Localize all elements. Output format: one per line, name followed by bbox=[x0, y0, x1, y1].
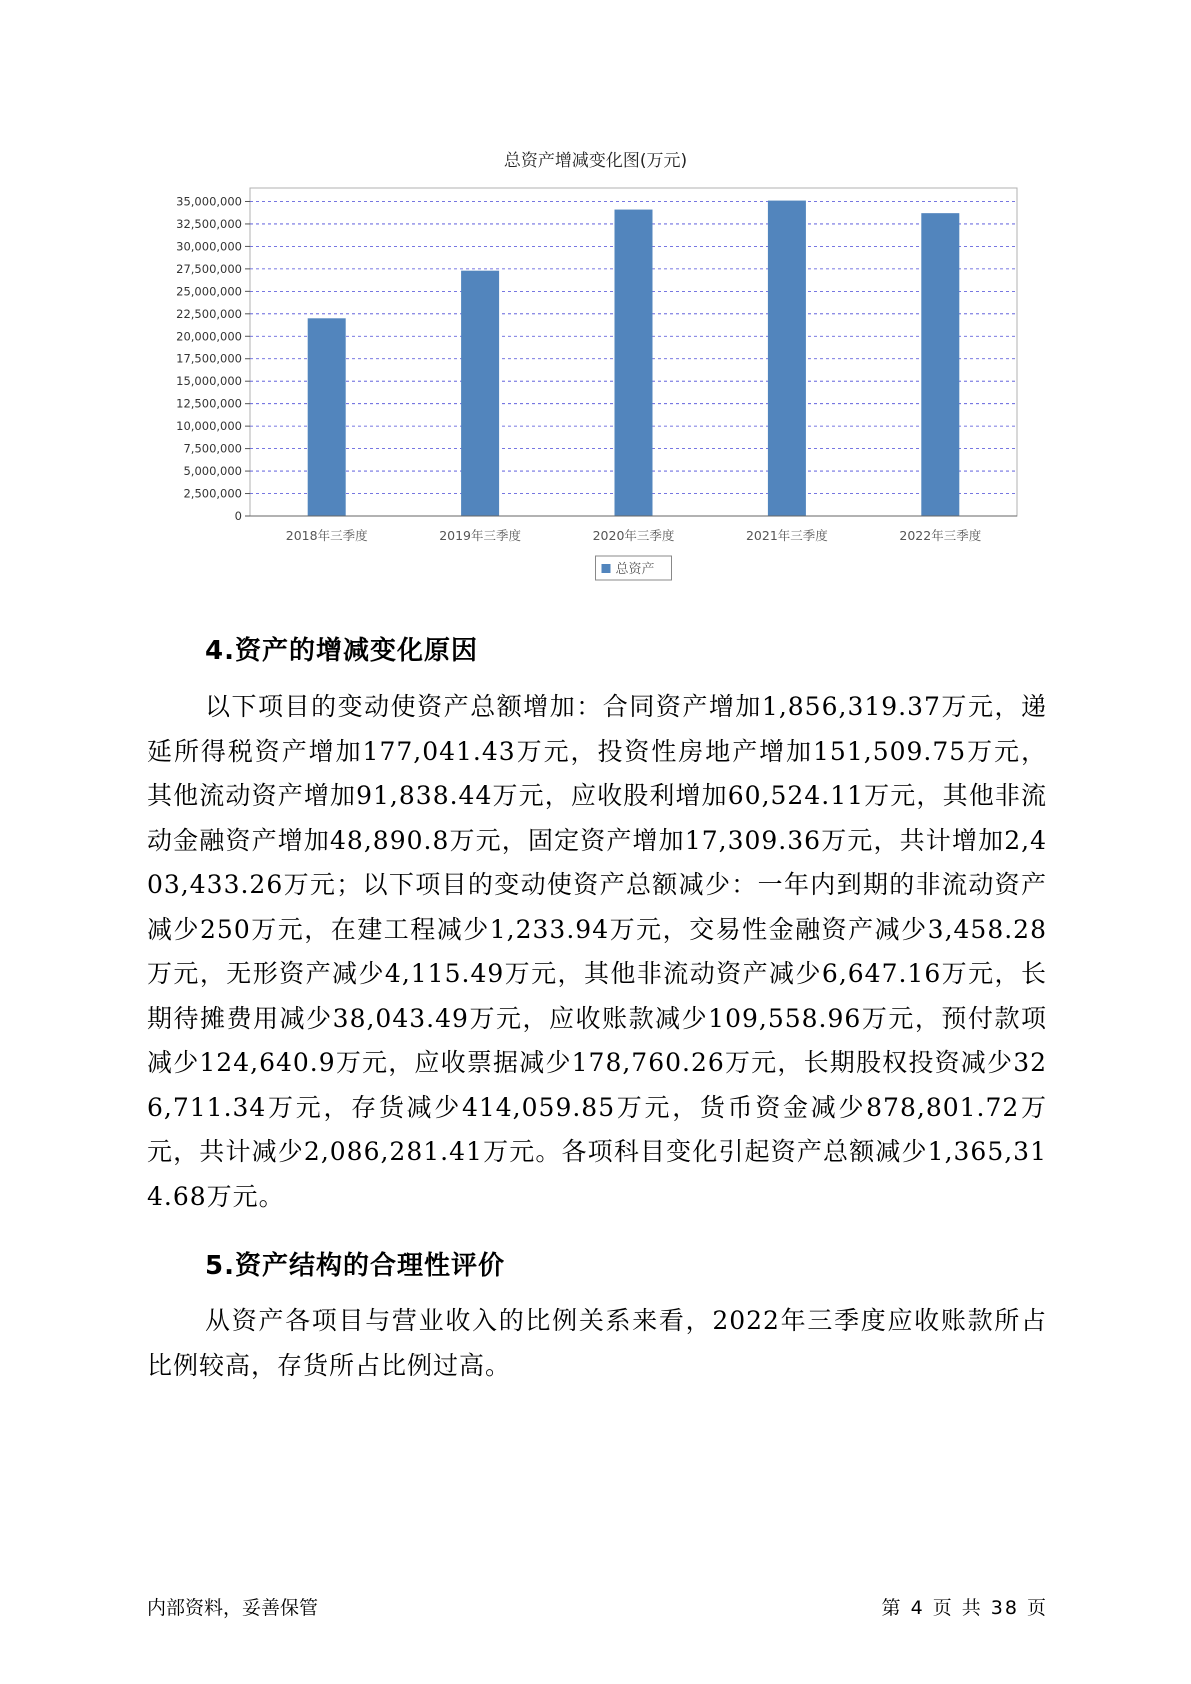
y-tick-label: 20,000,000 bbox=[176, 329, 242, 344]
y-tick-label: 32,500,000 bbox=[176, 216, 242, 231]
bar bbox=[768, 201, 806, 516]
y-tick-label: 5,000,000 bbox=[183, 464, 242, 479]
y-tick-label: 7,500,000 bbox=[183, 441, 242, 456]
x-tick-label: 2018年三季度 bbox=[285, 528, 368, 543]
chart-title: 总资产增减变化图(万元) bbox=[503, 151, 688, 171]
x-tick-label: 2021年三季度 bbox=[745, 528, 828, 543]
section-5-body: 从资产各项目与营业收入的比例关系来看，2022年三季度应收账款所占比例较高，存货所占比例过高。 bbox=[147, 1306, 1047, 1380]
y-tick-label: 27,500,000 bbox=[176, 261, 242, 276]
footer-page-number: 第 4 页 共 38 页 bbox=[881, 1597, 1048, 1619]
y-tick-label: 30,000,000 bbox=[176, 239, 242, 254]
y-tick-label: 17,500,000 bbox=[176, 351, 242, 366]
legend-swatch bbox=[602, 564, 611, 573]
total-assets-bar-chart bbox=[150, 180, 1020, 577]
y-tick-label: 2,500,000 bbox=[183, 486, 242, 501]
bar bbox=[615, 210, 653, 516]
section-4-heading: 4.资产的增减变化原因 bbox=[205, 636, 478, 666]
y-tick-label: 10,000,000 bbox=[176, 419, 242, 434]
y-tick-label: 25,000,000 bbox=[176, 284, 242, 299]
x-tick-label: 2019年三季度 bbox=[439, 528, 522, 543]
bar bbox=[461, 271, 499, 516]
footer-confidential-note: 内部资料，妥善保管 bbox=[147, 1597, 319, 1619]
y-tick-label: 0 bbox=[234, 509, 242, 523]
section-4-body: 以下项目的变动使资产总额增加：合同资产增加1,856,319.37万元，递延所得税资产增加177,041.43万元，投资性房地产增加151,509.75万元，其他流动资产增加91,838.44万元，应收股利增加60,524.11万元，其他非流动金融资产增加48,890.8万元，固定资产增加17,309.36万元，共计增加2,403,433.26万元；以下项目的变动使资产总额减少：一年内到期的非流动资产减少250万元，在建工程减少1,233.94万元，交易性金融资产减少3,458.28万元，无形资产减少4,115.49万元，其他非流动资产减少6,647.16万元，长期待摊费用减少38,043.49万元，应收账款减少109,558.96万元，预付款项减少124,640.9万元，应收票据减少178,760.26万元，长期股权投资减少326,711.34万元，存货减少414,059.85万元，货币资金减少878,801.72万元，共计减少2,086,281.41万元。各项科目变化引起资产总额减少1,365,314.68万元。 bbox=[147, 692, 1048, 1211]
x-tick-label: 2020年三季度 bbox=[592, 528, 675, 543]
x-tick-label: 2022年三季度 bbox=[899, 528, 982, 543]
y-tick-label: 15,000,000 bbox=[176, 374, 242, 389]
bar bbox=[921, 213, 959, 516]
section-5-heading: 5.资产结构的合理性评价 bbox=[205, 1251, 505, 1281]
y-tick-label: 12,500,000 bbox=[176, 396, 242, 411]
y-tick-label: 22,500,000 bbox=[176, 306, 242, 321]
y-tick-label: 35,000,000 bbox=[176, 194, 242, 209]
bar bbox=[308, 318, 346, 516]
legend-label: 总资产 bbox=[615, 562, 655, 577]
